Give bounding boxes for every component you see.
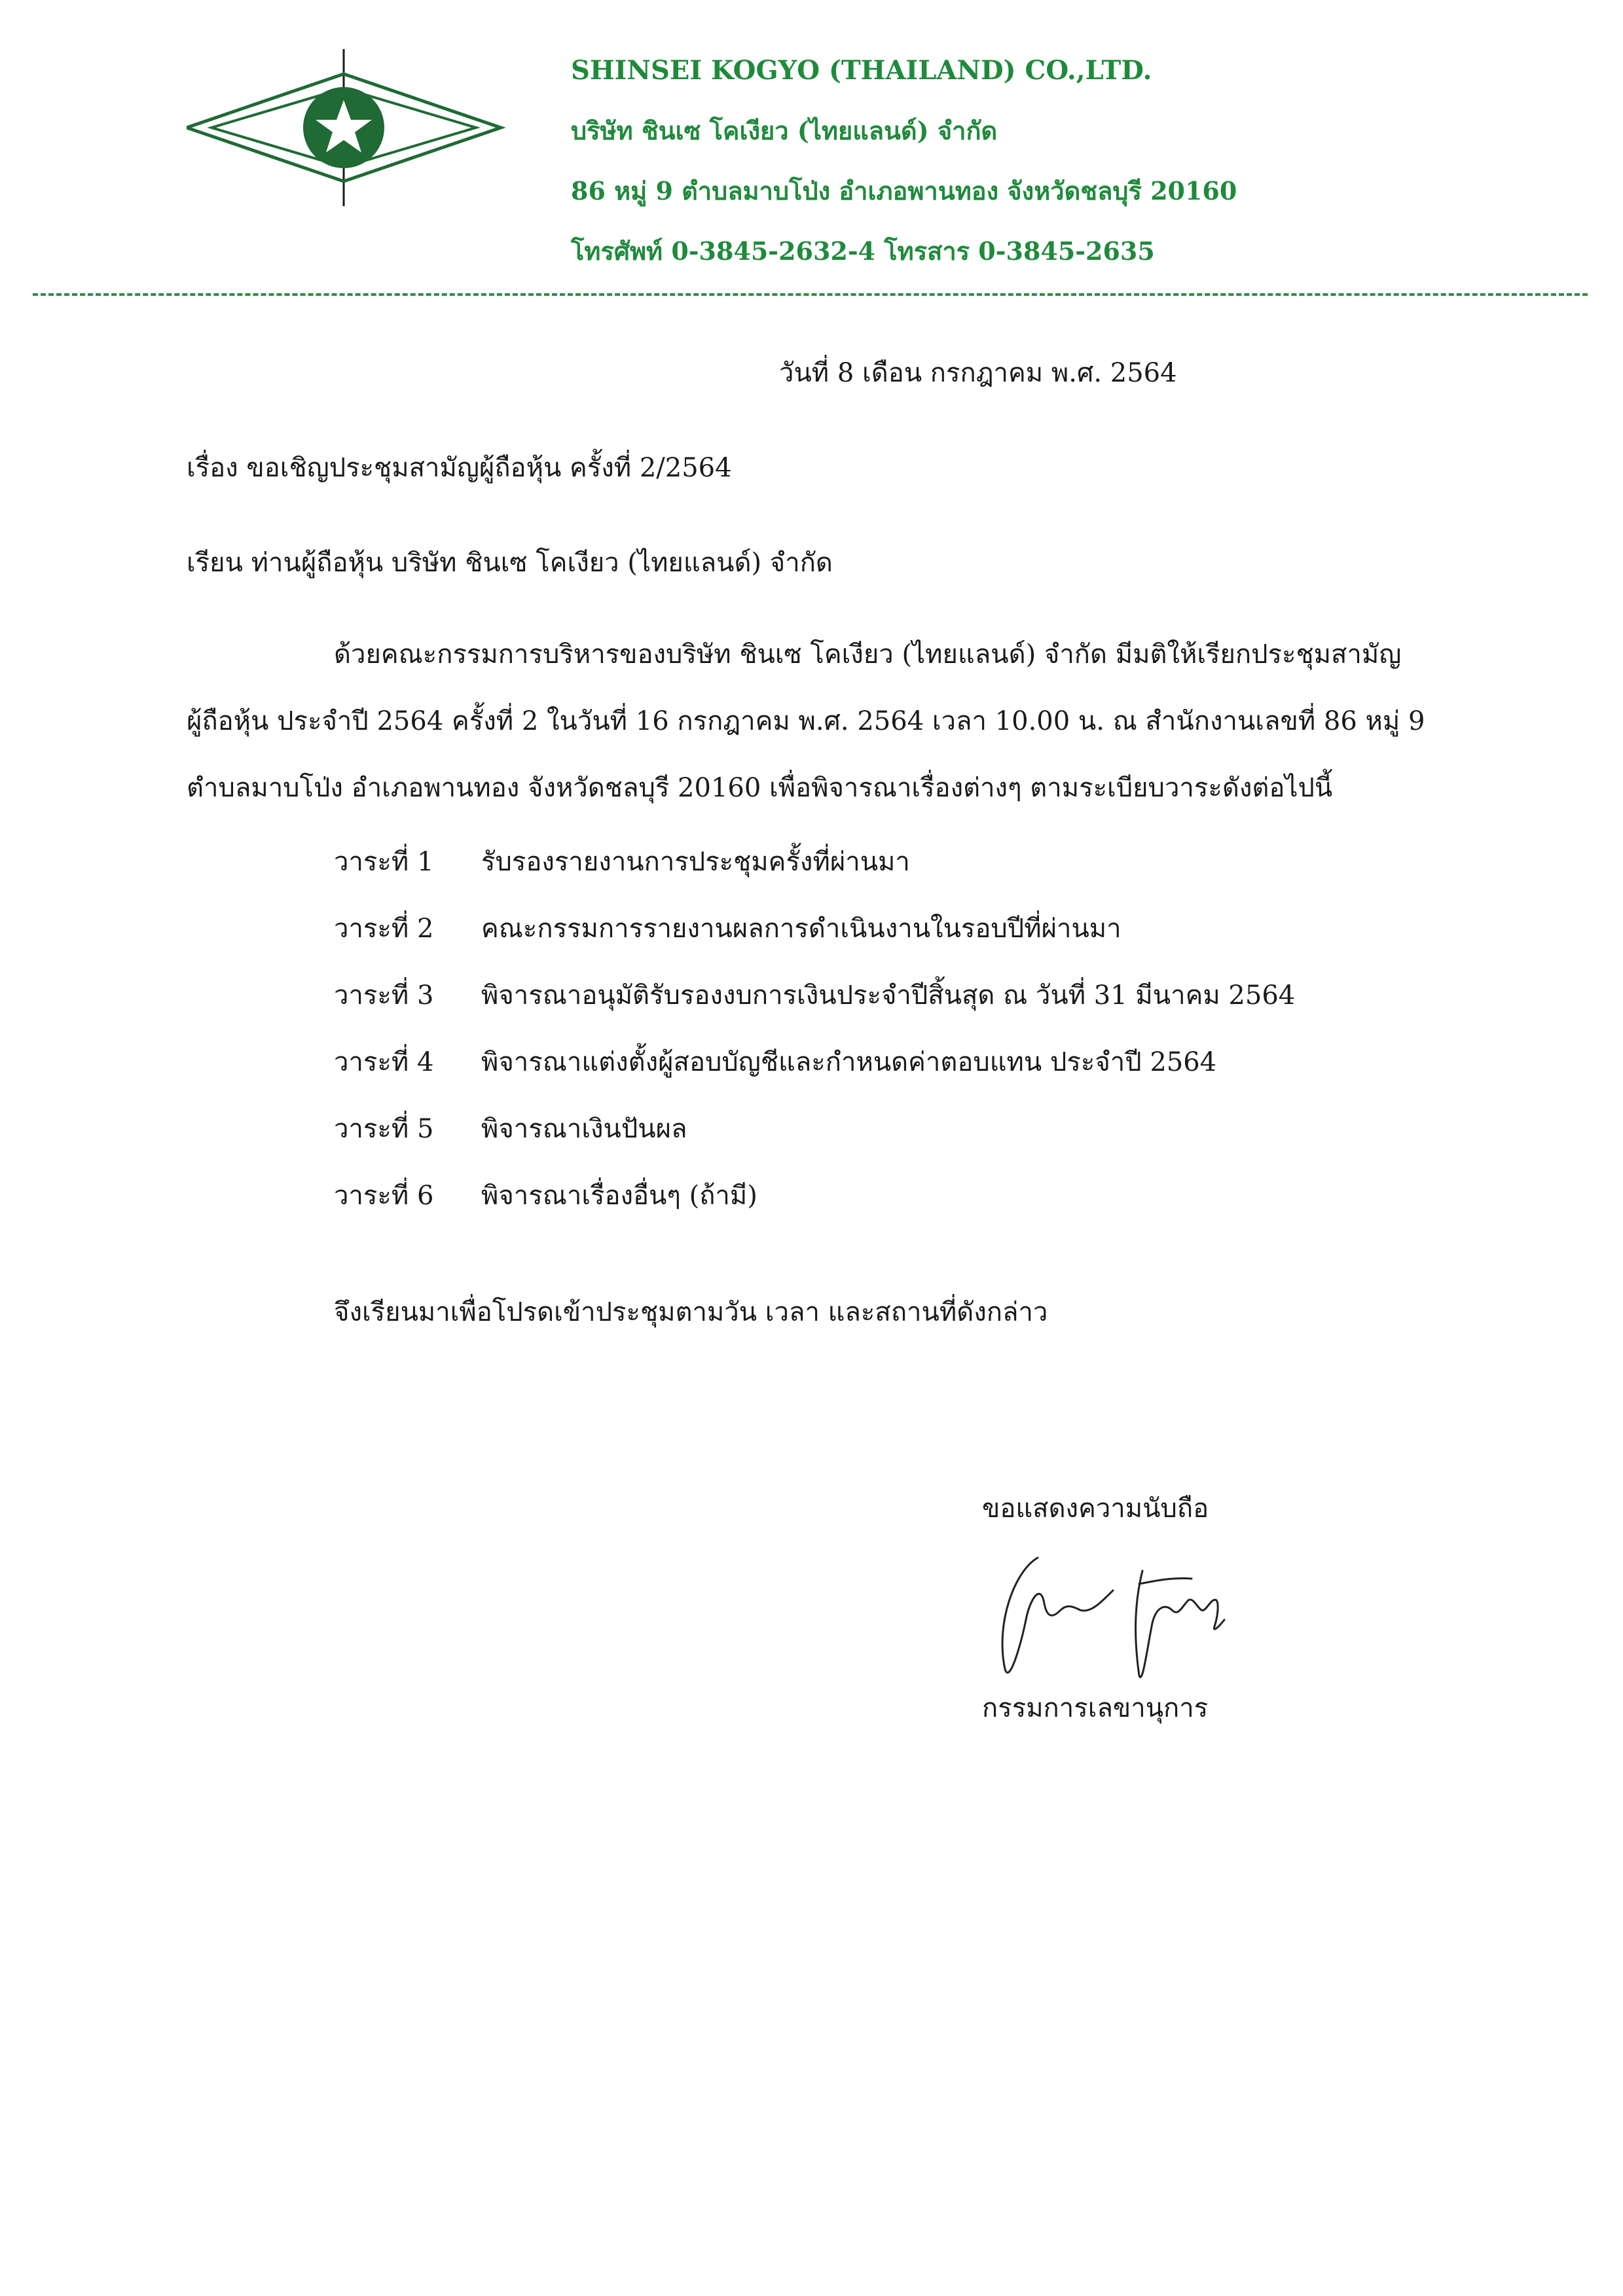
letterhead: [0, 0, 1623, 301]
agenda-item: [334, 907, 1295, 974]
letter-recipient: เรียน ท่านผู้ถือหุ้น บริษัท ชินเซ โคเงียว (ไทยแลนด์) จำกัด: [187, 548, 833, 578]
agenda-number: วาระที่ 6: [334, 1181, 434, 1211]
agenda-number: วาระที่ 4: [334, 1047, 434, 1077]
body-line-2: ผู้ถือหุ้น ประจำปี 2564 ครั้งที่ 2 ในวันที่ 16 กรกฎาคม พ.ศ. 2564 เวลา 10.00 น. ณ สำนักงานเลขที่ 86 หมู่ 9: [187, 706, 1425, 736]
company-address: 86 หมู่ 9 ตำบลมาบโป่ง อำเภอพานทอง จังหวัดชลบุรี 20160: [571, 176, 1237, 206]
agenda-text: พิจารณาแต่งตั้งผู้สอบบัญชีและกำหนดค่าตอบแทน ประจำปี 2564: [481, 1047, 1217, 1077]
company-name-th: บริษัท ชินเซ โคเงียว (ไทยแลนด์) จำกัด: [571, 116, 998, 145]
star-diamond-logo-icon: [187, 49, 507, 206]
letter-subject: เรื่อง ขอเชิญประชุมสามัญผู้ถือหุ้น ครั้งที่ 2/2564: [187, 453, 732, 483]
agenda-list: [334, 840, 1295, 1241]
agenda-item: [334, 1107, 1295, 1174]
agenda-text: พิจารณาเงินปันผล: [481, 1114, 687, 1144]
signer-title: กรรมการเลขานุการ: [982, 1693, 1209, 1723]
letter-date: วันที่ 8 เดือน กรกฎาคม พ.ศ. 2564: [779, 358, 1177, 388]
regards: ขอแสดงความนับถือ: [982, 1494, 1209, 1524]
company-block: [571, 41, 1553, 281]
agenda-text: รับรองรายงานการประชุมครั้งที่ผ่านมา: [481, 847, 910, 877]
signature-icon: [976, 1545, 1250, 1695]
body-line-1: ด้วยคณะกรรมการบริหารของบริษัท ชินเซ โคเงียว (ไทยแลนด์) จำกัด มีมติให้เรียกประชุมสามัญ: [334, 639, 1402, 670]
agenda-text: พิจารณาเรื่องอื่นๆ (ถ้ามี): [481, 1181, 757, 1211]
agenda-item: [334, 840, 1295, 907]
agenda-number: วาระที่ 2: [334, 914, 434, 944]
agenda-item: [334, 1041, 1295, 1107]
agenda-text: คณะกรรมการรายงานผลการดำเนินงานในรอบปีที่ผ่านมา: [481, 914, 1122, 944]
agenda-number: วาระที่ 1: [334, 847, 434, 877]
closing-sentence: จึงเรียนมาเพื่อโปรดเข้าประชุมตามวัน เวลา และสถานที่ดังกล่าว: [334, 1297, 1048, 1327]
body-line-3: ตำบลมาบโป่ง อำเภอพานทอง จังหวัดชลบุรี 20160 เพื่อพิจารณาเรื่องต่างๆ ตามระเบียบวาระดังต่อไปนี้: [187, 773, 1333, 803]
agenda-number: วาระที่ 5: [334, 1114, 434, 1144]
agenda-number: วาระที่ 3: [334, 980, 434, 1011]
agenda-item: [334, 974, 1295, 1041]
header-divider: [33, 293, 1588, 296]
agenda-item: [334, 1174, 1295, 1241]
agenda-text: พิจารณาอนุมัติรับรองงบการเงินประจำปีสิ้นสุด ณ วันที่ 31 มีนาคม 2564: [481, 980, 1296, 1011]
company-name-en: SHINSEI KOGYO (THAILAND) CO.,LTD.: [571, 55, 1152, 86]
company-contact: โทรศัพท์ 0-3845-2632-4 โทรสาร 0-3845-2635: [571, 236, 1155, 266]
